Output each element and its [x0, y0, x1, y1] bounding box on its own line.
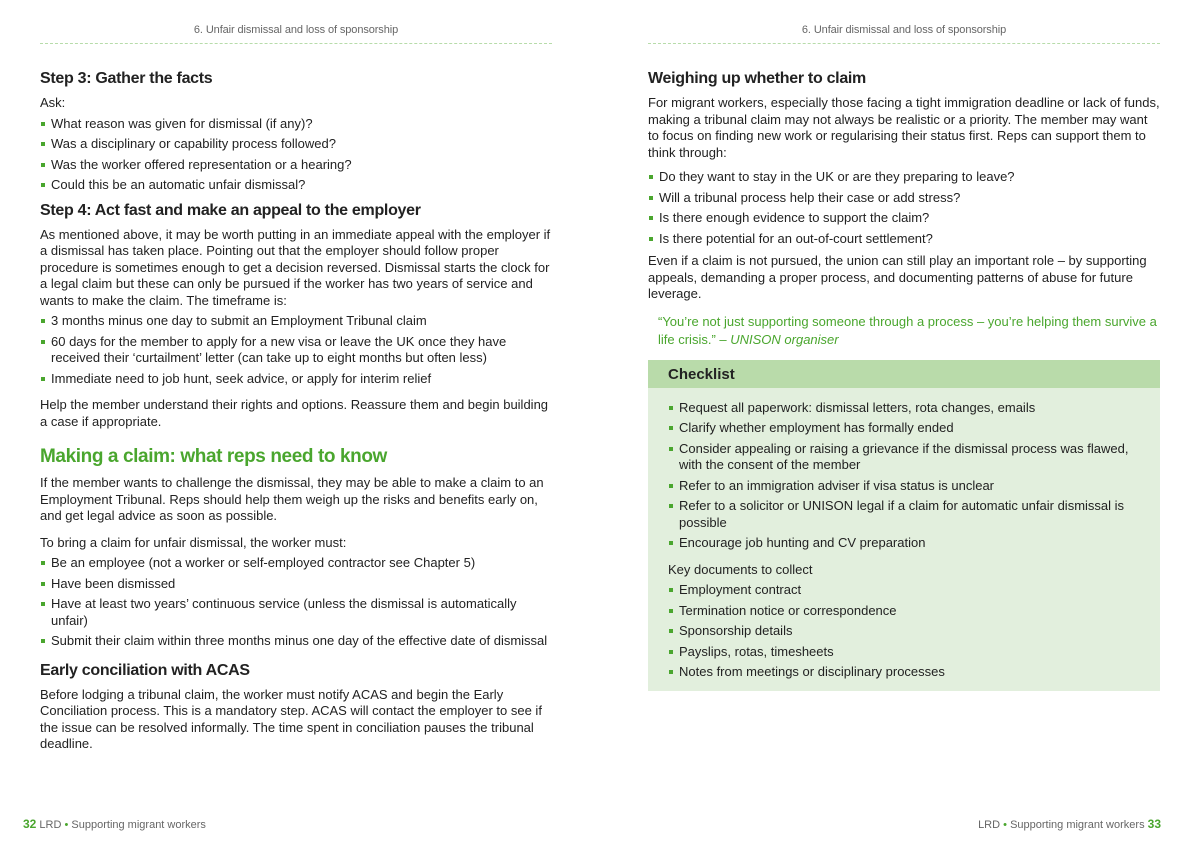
- checklist-item: Encourage job hunting and CV preparation: [668, 535, 1140, 552]
- weighing-heading: Weighing up whether to claim: [648, 70, 866, 87]
- list-item: Is there enough evidence to support the claim?: [648, 210, 1160, 227]
- list-item: Will a tribunal process help their case or add stress?: [648, 190, 1160, 207]
- list-item: 3 months minus one day to submit an Employment Tribunal claim: [40, 313, 552, 330]
- step4-heading: Step 4: Act fast and make an appeal to the employer: [40, 201, 421, 219]
- running-head: 6. Unfair dismissal and loss of sponsorship: [801, 24, 1007, 36]
- right-page: [600, 0, 1200, 852]
- quote-text: “You’re not just supporting someone through a process – you’re helping them survive a life crisis.” –: [658, 313, 1157, 347]
- weighing-closing: Even if a claim is not pursued, the union can still play an important role – by supporting appeals, demanding a proper process, and documenting patterns of abuse for future leverage.: [648, 253, 1147, 301]
- list-item: Do they want to stay in the UK or are they preparing to leave?: [648, 169, 1160, 186]
- document-item: Sponsorship details: [668, 623, 1140, 640]
- checklist-body: [648, 388, 1160, 681]
- list-item: Have been dismissed: [40, 576, 552, 593]
- list-item: Immediate need to job hunt, seek advice, or apply for interim relief: [40, 371, 552, 388]
- making-claim-paragraph: If the member wants to challenge the dismissal, they may be able to make a claim to an Employment Tribunal. Reps should help them weigh up the risks and benefits early on, and get legal advice as soon as possible.: [40, 475, 544, 523]
- step3-intro: Ask:: [40, 95, 66, 110]
- weighing-list: [648, 169, 1160, 247]
- footer-title: Supporting migrant workers: [1010, 819, 1145, 831]
- checklist-item: Consider appealing or raising a grievance if the dismissal process was flawed, with the consent of the member: [668, 441, 1140, 474]
- documents-list: [668, 582, 1140, 681]
- list-item: Have at least two years’ continuous service (unless the dismissal is automatically unfair): [40, 596, 552, 629]
- checklist-title: Checklist: [648, 360, 1160, 388]
- footer-publisher: LRD: [39, 819, 62, 831]
- header-rule: [40, 43, 552, 44]
- list-item: Submit their claim within three months minus one day of the effective date of dismissal: [40, 633, 552, 650]
- step4-paragraph: As mentioned above, it may be worth putting in an immediate appeal with the employer if a dismissal has taken place. Pointing out that the employer should follow proper procedure is sometimes enough to get a decision reversed. Dismissal starts the clock for a legal claim but these can only be pursued if the worker has two years of service and wants to make the claim. The timeframe is:: [40, 226, 551, 308]
- running-head: 6. Unfair dismissal and loss of sponsorship: [193, 24, 399, 36]
- bullet-separator-icon: •: [1003, 819, 1007, 831]
- header-rule: [648, 43, 1160, 44]
- list-item: Be an employee (not a worker or self-employed contractor see Chapter 5): [40, 555, 552, 572]
- document-item: Termination notice or correspondence: [668, 603, 1140, 620]
- document-item: Employment contract: [668, 582, 1140, 599]
- checklist-box: [648, 360, 1160, 691]
- list-item: Could this be an automatic unfair dismissal?: [40, 177, 552, 194]
- footer-title: Supporting migrant workers: [71, 819, 206, 831]
- page-number: 33: [1147, 817, 1161, 831]
- checklist-item: Refer to a solicitor or UNISON legal if a claim for automatic unfair dismissal is possible: [668, 498, 1140, 531]
- document-item: Notes from meetings or disciplinary processes: [668, 664, 1140, 681]
- quote-attribution: UNISON organiser: [730, 332, 839, 347]
- acas-paragraph: Before lodging a tribunal claim, the worker must notify ACAS and begin the Early Conciliation process. This is a mandatory step. ACAS will contact the employer to see if the issue can be resolved informally. The time spent in conciliation pauses the tribunal deadline.: [40, 686, 542, 751]
- right-page-content: [648, 68, 1160, 691]
- step3-heading: Step 3: Gather the facts: [40, 70, 213, 87]
- pull-quote: [658, 313, 1160, 350]
- page-footer: [978, 817, 1161, 831]
- list-item: 60 days for the member to apply for a new visa or leave the UK once they have received their ‘curtailment’ letter (can take up to eight months but often less): [40, 334, 552, 367]
- list-item: Is there potential for an out-of-court settlement?: [648, 231, 1160, 248]
- bullet-separator-icon: •: [64, 819, 69, 831]
- step3-list: [40, 116, 552, 194]
- left-page-content: [40, 68, 552, 759]
- document-item: Payslips, rotas, timesheets: [668, 644, 1140, 661]
- page-footer: [23, 817, 206, 831]
- timeframe-list: [40, 313, 552, 387]
- checklist-item: Refer to an immigration adviser if visa status is unclear: [668, 478, 1140, 495]
- weighing-paragraph: For migrant workers, especially those facing a tight immigration deadline or lack of funds, making a tribunal claim may not always be realistic or a priority. The member may want to focus on finding new work or regularising their status first. Reps can support them to think through:: [648, 95, 1160, 160]
- checklist-items: [668, 400, 1140, 552]
- list-item: Was a disciplinary or capability process followed?: [40, 136, 552, 153]
- list-item: What reason was given for dismissal (if any)?: [40, 116, 552, 133]
- list-item: Was the worker offered representation or a hearing?: [40, 157, 552, 174]
- making-claim-heading: Making a claim: what reps need to know: [40, 446, 387, 467]
- step4-closing: Help the member understand their rights and options. Reassure them and begin building a case if appropriate.: [40, 397, 549, 429]
- documents-label: Key documents to collect: [668, 561, 813, 577]
- making-claim-intro: To bring a claim for unfair dismissal, the worker must:: [40, 534, 347, 550]
- acas-heading: Early conciliation with ACAS: [40, 661, 250, 679]
- footer-publisher: LRD: [978, 819, 1001, 831]
- checklist-item: Request all paperwork: dismissal letters, rota changes, emails: [668, 400, 1140, 417]
- checklist-item: Clarify whether employment has formally ended: [668, 420, 1140, 437]
- claim-requirements-list: [40, 555, 552, 650]
- page-number: 32: [23, 817, 37, 831]
